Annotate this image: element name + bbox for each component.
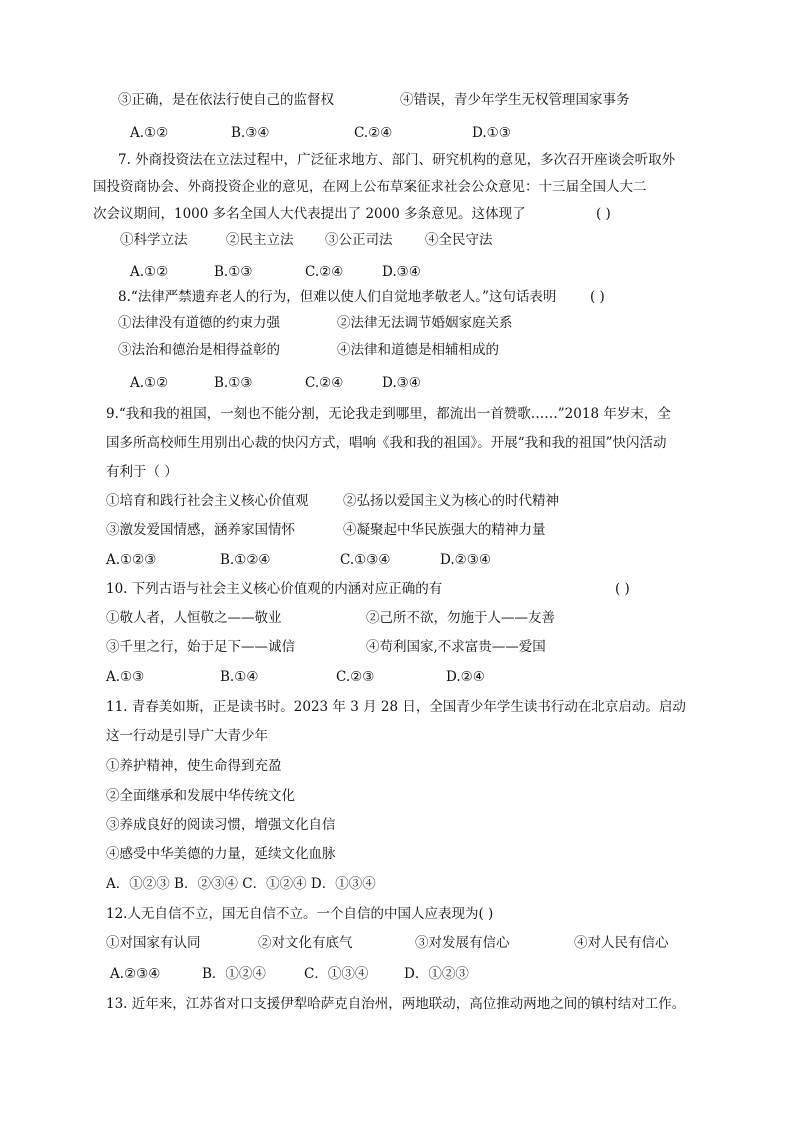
q9-choice-b: B.①②④: [220, 552, 271, 568]
q7-option-3: ③公正司法: [325, 232, 393, 248]
q9-stem-line-2: 国多所高校师生用别出心裁的快闪方式，唱响《我和我的祖国》。开展“我和我的祖国”快闪活动: [106, 435, 667, 451]
q11-stem-line-1: 11. 青春美如斯，正是读书时。2023 年 3 月 28 日，全国青少年学生读书行动在北京启动。启动: [106, 699, 686, 715]
q8-choice-a: A.①②: [130, 375, 169, 391]
choice-d: D.①③: [472, 125, 511, 141]
q7-choice-c: C.②④: [305, 264, 344, 280]
q10-choice-a: A.①③: [106, 669, 145, 685]
q12-choice-a: A.②③④: [110, 966, 161, 982]
q8-option-4: ④法律和道德是相辅相成的: [337, 342, 499, 358]
q9-choice-a: A.①②③: [106, 552, 157, 568]
q8-option-3: ③法治和德治是相得益彰的: [118, 342, 280, 358]
q9-option-4: ④凝聚起中华民族强大的精神力量: [343, 522, 546, 538]
q7-option-1: ①科学立法: [120, 232, 188, 248]
choice-b: B.③④: [231, 125, 270, 141]
q10-stem: 10. 下列古语与社会主义核心价值观的内涵对应正确的有: [106, 581, 443, 597]
q7-choice-d: D.③④: [382, 264, 421, 280]
q12-option-1: ①对国家有认同: [106, 935, 201, 951]
q10-answer-paren: ( ): [615, 581, 630, 597]
q8-option-2: ②法律无法调节婚姻家庭关系: [337, 315, 513, 331]
q8-choice-d: D.③④: [382, 375, 421, 391]
q9-stem-line-1: 9.“我和我的祖国，一刻也不能分割，无论我走到哪里，都流出一首赞歌……”2018 年岁末，全: [106, 406, 671, 422]
q12-choice-b: B．①②④: [202, 966, 266, 982]
option-3: ③正确，是在依法行使自己的监督权: [118, 92, 334, 108]
q11-stem-line-2: 这一行动是引导广大青少年: [106, 728, 268, 744]
q10-choice-d: D.②④: [446, 669, 485, 685]
q8-stem: 8.“法律严禁遗弃老人的行为，但难以使人们自觉地孝敬老人。”这句话表明: [118, 289, 557, 305]
q13-stem: 13. 近年来，江苏省对口支援伊犁哈萨克自治州，两地联动，高位推动两地之间的镇村结对工作。: [106, 996, 686, 1012]
q12-option-2: ②对文化有底气: [258, 935, 353, 951]
q9-stem-line-3: 有利于（ ）: [106, 464, 178, 480]
q7-choice-b: B.①③: [214, 264, 253, 280]
q11-option-3: ③养成良好的阅读习惯，增强文化自信: [106, 817, 336, 833]
q10-choice-c: C.②③: [336, 669, 375, 685]
q12-option-3: ③对发展有信心: [415, 935, 510, 951]
q8-answer-paren: ( ): [590, 289, 605, 305]
q11-option-4: ④感受中华美德的力量，延续文化血脉: [106, 846, 336, 862]
q7-option-2: ②民主立法: [226, 232, 294, 248]
q11-choices: A．①②③ B．②③④ C．①②④ D．①③④: [106, 876, 376, 892]
choice-c: C.②④: [354, 125, 393, 141]
q9-choice-d: D.②③④: [440, 552, 491, 568]
q7-stem-line-2: 国投资商协会、外商投资企业的意见，在网上公布草案征求社会公众意见：十三届全国人大二: [93, 179, 647, 195]
option-4: ④错误，青少年学生无权管理国家事务: [400, 92, 630, 108]
q8-choice-b: B.①③: [214, 375, 253, 391]
q10-option-3: ③千里之行，始于足下——诚信: [106, 639, 295, 655]
q9-option-2: ②弘扬以爱国主义为核心的时代精神: [343, 493, 559, 509]
q10-option-2: ②己所不欲，勿施于人——友善: [366, 610, 555, 626]
q8-option-1: ①法律没有道德的约束力强: [118, 315, 280, 331]
q12-choice-c: C．①③④: [304, 966, 369, 982]
q12-choice-d: D．①②③: [404, 966, 469, 982]
q10-option-4: ④苟利国家,不求富贵——爱国: [366, 639, 546, 655]
q12-option-4: ④对人民有信心: [574, 935, 669, 951]
q12-stem: 12.人无自信不立，国无自信不立。一个自信的中国人应表现为( ): [106, 906, 494, 922]
q9-option-3: ③激发爱国情感，涵养家国情怀: [106, 522, 295, 538]
q10-choice-b: B.①④: [220, 669, 259, 685]
choice-a: A.①②: [130, 125, 169, 141]
q7-stem-line-1: 7. 外商投资法在立法过程中，广泛征求地方、部门、研究机构的意见，多次召开座谈会听取外: [118, 152, 676, 168]
q9-option-1: ①培育和践行社会主义核心价值观: [106, 493, 309, 509]
q11-option-2: ②全面继承和发展中华传统文化: [106, 788, 295, 804]
q9-choice-c: C.①③④: [340, 552, 391, 568]
q7-option-4: ④全民守法: [425, 232, 493, 248]
q7-answer-paren: ( ): [596, 206, 611, 222]
q8-choice-c: C.②④: [305, 375, 344, 391]
q7-stem-line-3: 次会议期间，1000 多名全国人大代表提出了 2000 多条意见。这体现了: [93, 206, 526, 222]
q11-option-1: ①养护精神，使生命得到充盈: [106, 758, 282, 774]
q10-option-1: ①敬人者，人恒敬之——敬业: [106, 610, 282, 626]
q7-choice-a: A.①②: [130, 264, 169, 280]
